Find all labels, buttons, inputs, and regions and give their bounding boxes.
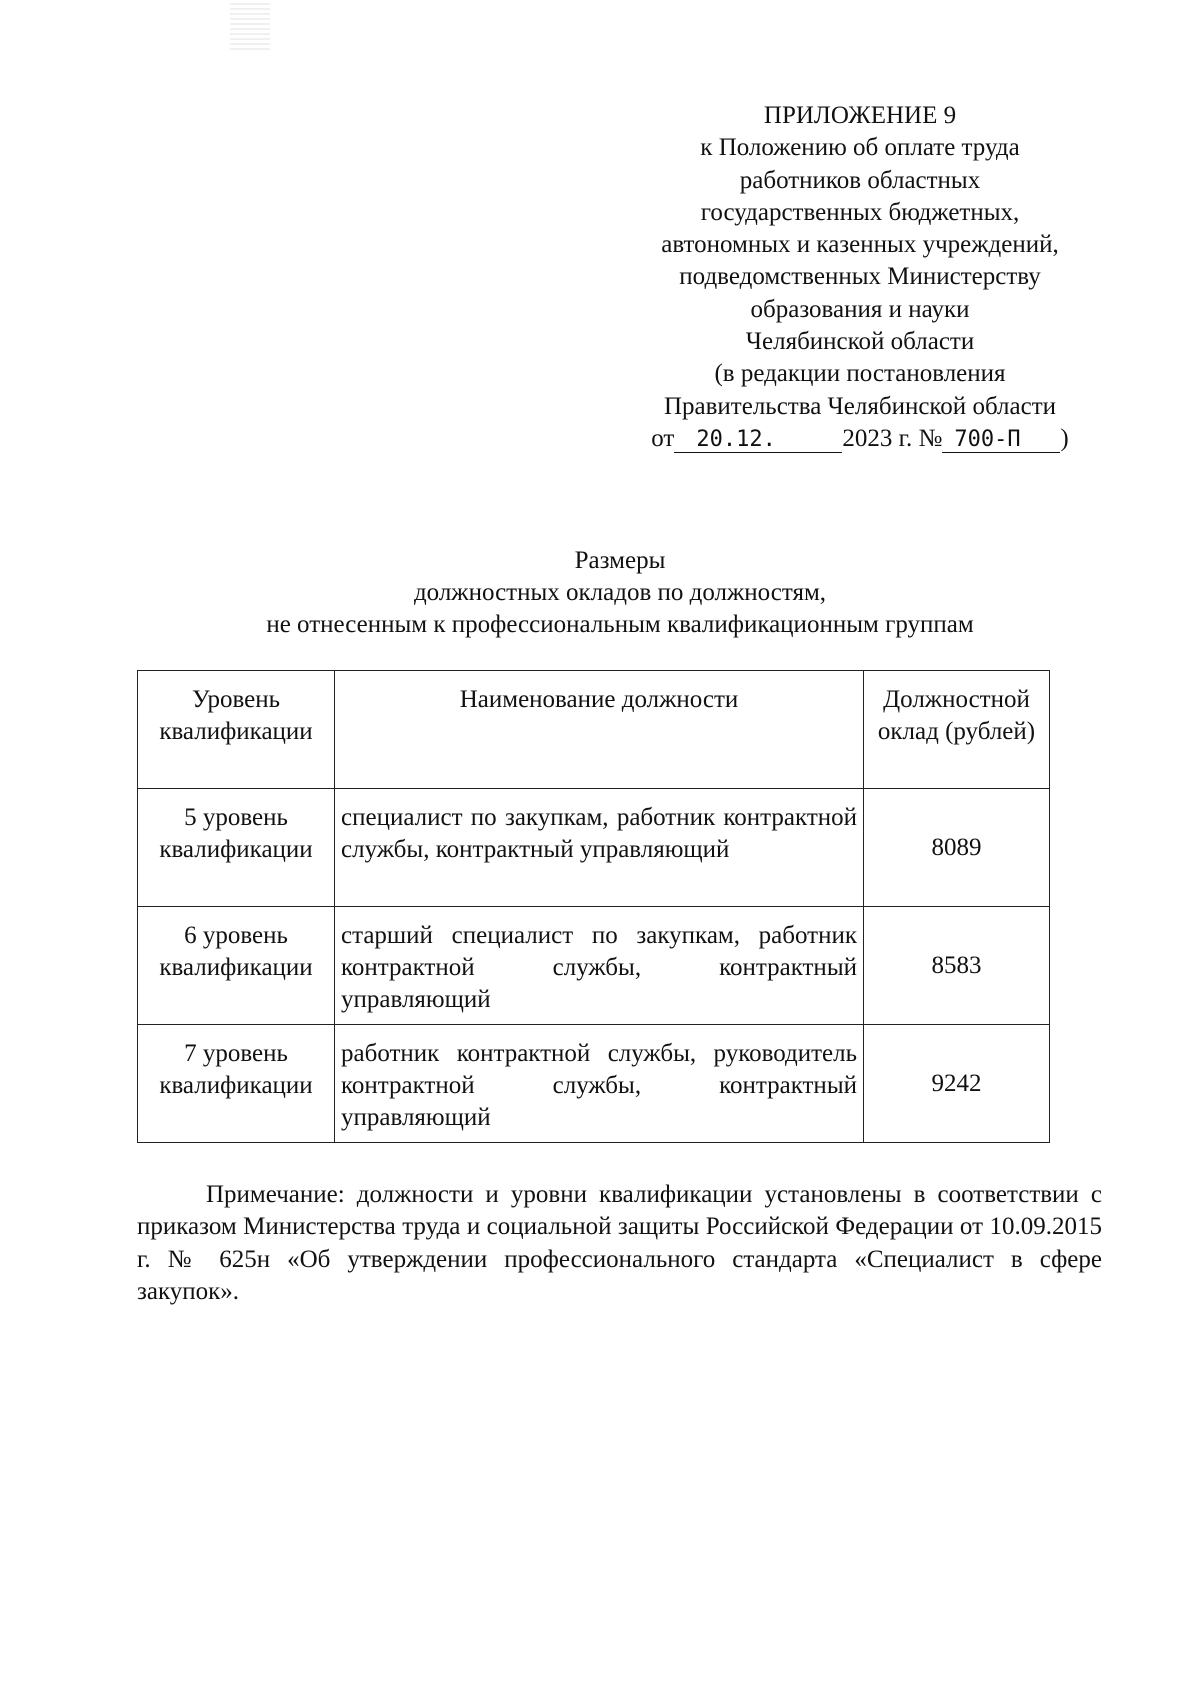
cell-level: 5 уровень квалификации bbox=[138, 789, 335, 907]
appendix-line: Челябинской области bbox=[745, 328, 975, 356]
appendix-header bbox=[600, 100, 1120, 455]
appendix-line: работников областных bbox=[739, 166, 981, 194]
salary-table bbox=[137, 670, 1050, 1143]
cell-level: 7 уровень квалификации bbox=[138, 1025, 335, 1143]
appendix-line: к Положению об оплате труда bbox=[700, 134, 1020, 162]
salary-value: 8583 bbox=[931, 952, 982, 979]
date-value: 20.12. bbox=[674, 428, 842, 453]
appendix-line: подведомственных Министерству bbox=[679, 263, 1041, 291]
title-line-1: Размеры bbox=[574, 547, 666, 574]
appendix-date-line bbox=[600, 423, 1120, 455]
header-level: Уровень квалификации bbox=[138, 671, 335, 789]
cell-salary bbox=[864, 789, 1050, 907]
title-line-2: должностных окладов по должностям, bbox=[413, 579, 827, 606]
header-salary: Должностной оклад (рублей) bbox=[864, 671, 1050, 789]
position-text: старший специалист по закупкам, работник контрактной службы, контрактный управляющий bbox=[341, 922, 857, 1013]
cell-salary bbox=[864, 1025, 1050, 1143]
scan-artifact bbox=[230, 0, 270, 50]
year-text: 2023 г. № bbox=[842, 424, 943, 452]
position-text: работник контрактной службы, руководитель контрактной службы, контрактный управляющий bbox=[341, 1040, 857, 1131]
title-line-3: не отнесенным к профессиональным квалификационным группам bbox=[266, 611, 974, 638]
table-row bbox=[138, 907, 1050, 1025]
cell-position bbox=[335, 1025, 864, 1143]
document-title bbox=[150, 545, 1090, 641]
header-position: Наименование должности bbox=[335, 671, 864, 789]
table-row bbox=[138, 1025, 1050, 1143]
date-prefix: от bbox=[651, 424, 675, 452]
position-text: специалист по закупкам, работник контрактной службы, контрактный управляющий bbox=[341, 804, 857, 863]
appendix-line: государственных бюджетных, bbox=[700, 198, 1020, 226]
table-header-row bbox=[138, 671, 1050, 789]
cell-level: 6 уровень квалификации bbox=[138, 907, 335, 1025]
cell-position bbox=[335, 907, 864, 1025]
salary-value: 9242 bbox=[931, 1070, 982, 1097]
cell-position bbox=[335, 789, 864, 907]
appendix-line: Правительства Челябинской области bbox=[663, 392, 1057, 420]
appendix-line: автономных и казенных учреждений, bbox=[661, 231, 1059, 259]
note-paragraph: Примечание: должности и уровни квалификации установлены в соответствии с приказом Министерства труда и социальной защиты Российской Федерации от 10.09.2015 г. № 625н «Об утверждении профессионального стандарта «Специалист в сфере закупок». bbox=[137, 1181, 1102, 1305]
appendix-line: образования и науки bbox=[750, 295, 970, 323]
number-value: 700-П bbox=[942, 428, 1060, 453]
cell-salary bbox=[864, 907, 1050, 1025]
salary-value: 8089 bbox=[931, 834, 982, 861]
closing-paren: ) bbox=[1060, 424, 1069, 452]
appendix-line: (в редакции постановления bbox=[714, 360, 1006, 388]
appendix-title: ПРИЛОЖЕНИЕ 9 bbox=[763, 102, 957, 129]
table-row bbox=[138, 789, 1050, 907]
